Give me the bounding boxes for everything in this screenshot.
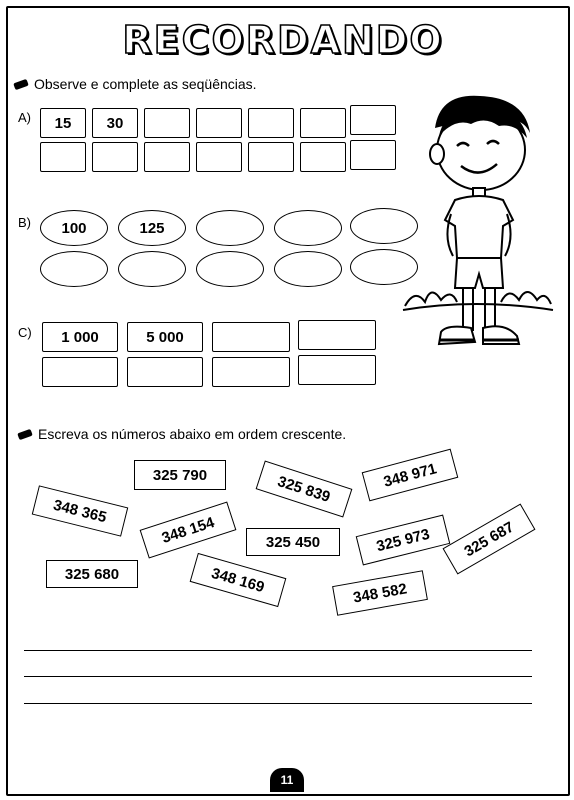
seq-b-oval-8[interactable] (196, 251, 264, 287)
seq-c-box-7[interactable] (212, 357, 290, 387)
pencil-icon (13, 78, 29, 89)
seq-b-oval-4[interactable] (274, 210, 342, 246)
sequence-a-label: A) (18, 110, 31, 125)
seq-c-box-3[interactable] (212, 322, 290, 352)
answer-line-3[interactable] (24, 703, 532, 704)
seq-b-oval-7[interactable] (118, 251, 186, 287)
seq-c-box-4[interactable] (298, 320, 376, 350)
instruction-order-text: Escreva os números abaixo em ordem crescente. (38, 426, 347, 442)
seq-a-box-1: 15 (40, 108, 86, 138)
seq-a-box-4[interactable] (196, 108, 242, 138)
number-card-3: 348 971 (362, 449, 459, 502)
boy-illustration-icon (395, 88, 555, 368)
seq-a-box-13[interactable] (300, 142, 346, 172)
answer-line-1[interactable] (24, 650, 532, 651)
seq-b-oval-9[interactable] (274, 251, 342, 287)
number-card-10: 348 169 (190, 553, 287, 607)
seq-a-box-3[interactable] (144, 108, 190, 138)
page-title: RECORDANDO (118, 18, 448, 68)
number-card-1: 325 790 (134, 460, 226, 490)
seq-a-box-6[interactable] (300, 108, 346, 138)
instruction-order (18, 426, 346, 442)
number-card-7: 325 973 (356, 515, 451, 566)
number-card-4: 348 365 (32, 485, 129, 536)
page-number: 11 (270, 768, 304, 792)
seq-a-box-11[interactable] (196, 142, 242, 172)
seq-a-box-7[interactable] (350, 105, 396, 135)
seq-c-box-5[interactable] (42, 357, 118, 387)
seq-a-box-12[interactable] (248, 142, 294, 172)
seq-b-oval-2: 125 (118, 210, 186, 246)
seq-a-box-14[interactable] (350, 140, 396, 170)
sequence-b-label: B) (18, 215, 31, 230)
seq-c-box-6[interactable] (127, 357, 203, 387)
pencil-icon (17, 428, 33, 439)
instruction-sequences-text: Observe e complete as seqüências. (34, 76, 257, 92)
seq-b-oval-6[interactable] (40, 251, 108, 287)
seq-a-box-2: 30 (92, 108, 138, 138)
seq-c-box-2: 5 000 (127, 322, 203, 352)
sequence-c-label: C) (18, 325, 32, 340)
seq-a-box-8[interactable] (40, 142, 86, 172)
answer-line-2[interactable] (24, 676, 532, 677)
number-card-11: 348 582 (332, 570, 428, 616)
number-card-9: 325 680 (46, 560, 138, 588)
instruction-sequences (14, 76, 257, 92)
seq-c-box-8[interactable] (298, 355, 376, 385)
number-card-2: 325 839 (256, 461, 353, 518)
number-card-6: 325 450 (246, 528, 340, 556)
number-card-8: 325 687 (443, 504, 536, 575)
seq-a-box-10[interactable] (144, 142, 190, 172)
seq-b-oval-1: 100 (40, 210, 108, 246)
seq-a-box-9[interactable] (92, 142, 138, 172)
number-card-5: 348 154 (140, 502, 237, 559)
seq-a-box-5[interactable] (248, 108, 294, 138)
seq-c-box-1: 1 000 (42, 322, 118, 352)
seq-b-oval-3[interactable] (196, 210, 264, 246)
